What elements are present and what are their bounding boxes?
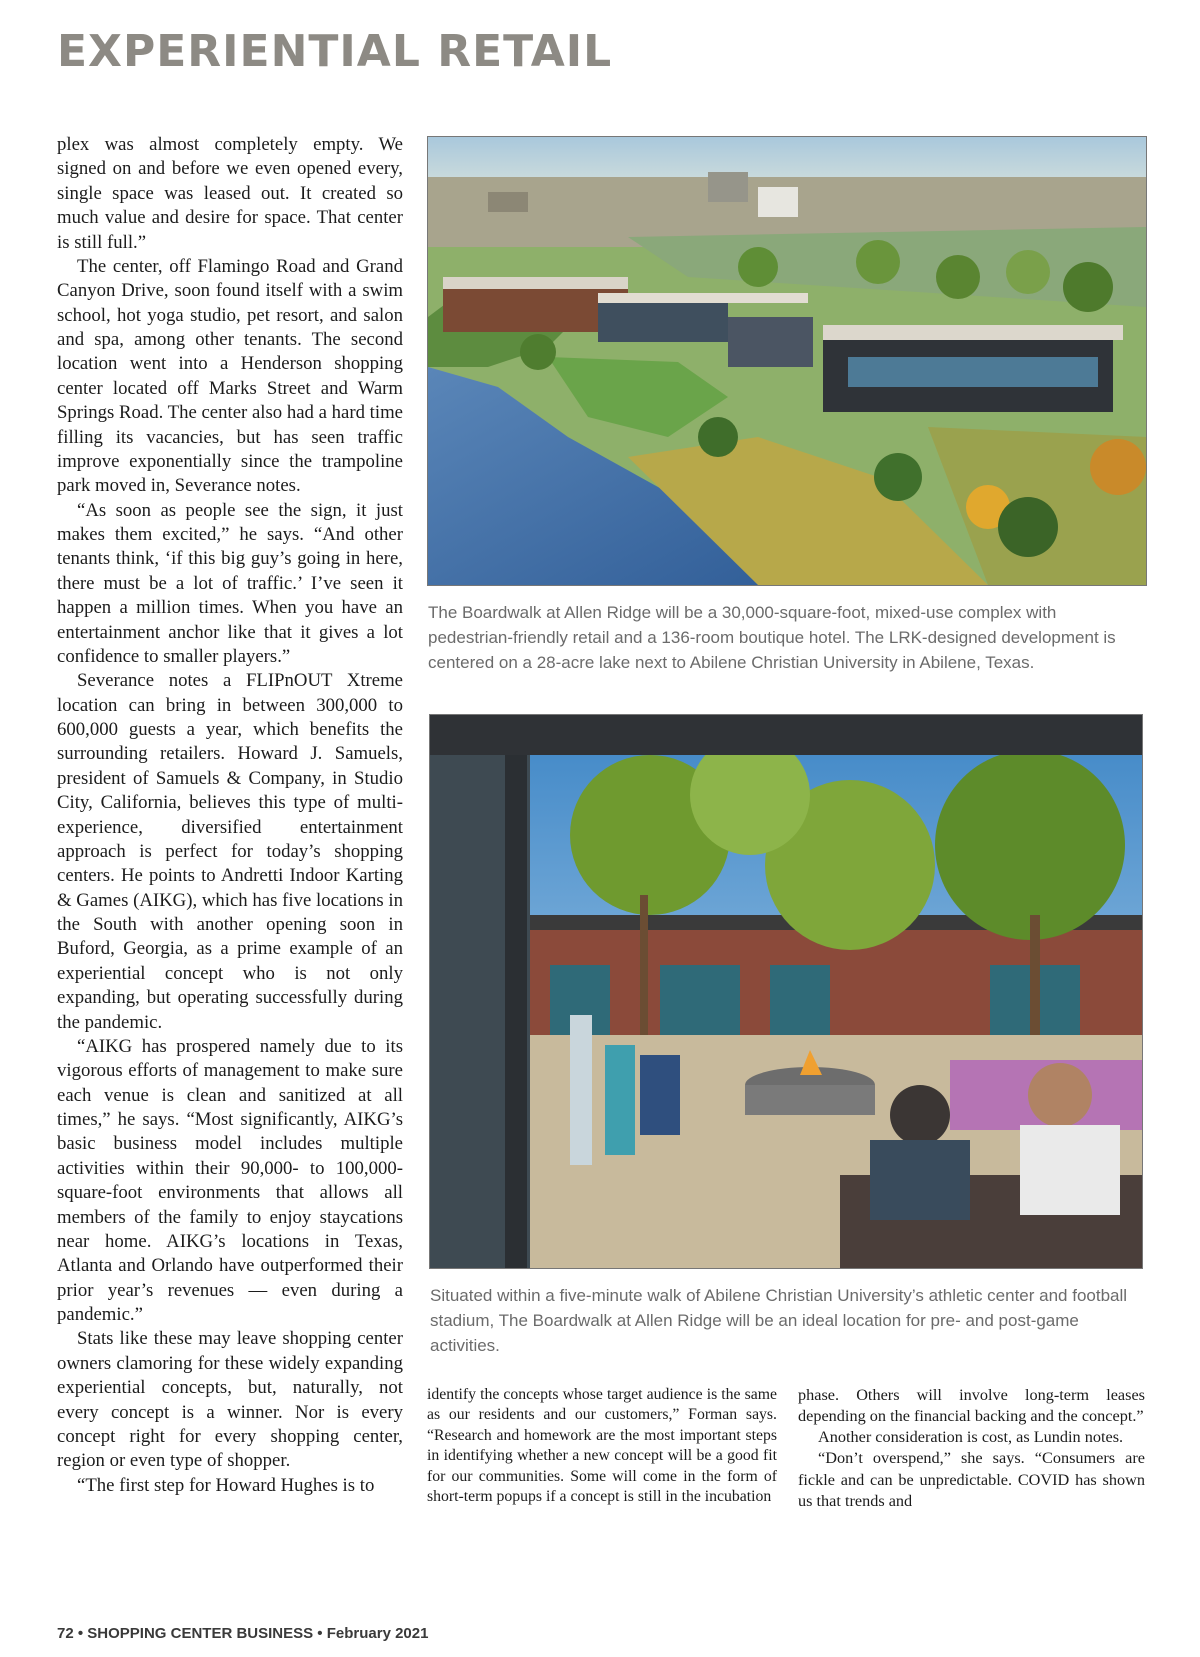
paragraph: Stats like these may leave shopping center owners clamoring for these widely expanding experiential concepts, but, naturally, not every concept is a winner. Nor is every concept right for every shopping center, region or even type of shopper. — [57, 1328, 403, 1472]
paragraph: identify the concepts whose target audience is the same as our residents and our customers,” Forman says. “Research and homework are the most important steps in identifying whether a new concept will be a good fit for our communities. Some will come in the form of short-term popups if a concept is still in the incubation — [427, 1386, 777, 1506]
article-column-right — [798, 1385, 1145, 1512]
paragraph: The center, off Flamingo Road and Grand Canyon Drive, soon found itself with a swim school, hot yoga studio, pet resort, and salon and spa, among other tenants. The second location went into a Henderson shopping center located off Marks Street and Warm Springs Road. The center also had a hard time filling its vacancies, but has seen traffic improve exponentially since the trampoline park moved in, Severance notes. — [57, 255, 403, 497]
section-title: EXPERIENTIAL RETAIL — [57, 26, 613, 77]
paragraph: “Don’t overspend,” she says. “Consumers are fickle and can be unpredictable. COVID has shown us that trends and — [798, 1449, 1145, 1510]
article-column-left — [57, 133, 403, 1498]
figure-caption: The Boardwalk at Allen Ridge will be a 30,000-square-foot, mixed-use complex with pedestrian-friendly retail and a 136-room boutique hotel. The LRK-designed development is centered on a 28-acre lake next to Abilene Christian University in Abilene, Texas. — [428, 603, 1116, 672]
paragraph: “AIKG has prospered namely due to its vigorous efforts of management to make sure each venue is clean and sanitized at all times,” he says. “Most significantly, AIKG’s basic business model includes multiple activities within their 90,000- to 100,000-square-foot environments that allows all members of the family to enjoy staycations near home. AIKG’s locations in Texas, Atlanta and Orlando have outperformed their prior year’s revenues — even during a pandemic.” — [57, 1035, 403, 1325]
courtyard-rendering-illustration — [430, 715, 1142, 1268]
page-footer: 72 • SHOPPING CENTER BUSINESS • February 2021 — [57, 1625, 429, 1642]
paragraph: “The first step for Howard Hughes is to — [77, 1474, 375, 1496]
courtyard-rendering-image — [429, 714, 1143, 1269]
paragraph: Severance notes a FLIPnOUT Xtreme location can bring in between 300,000 to 600,000 guests a year, which benefits the surrounding retailers. Howard J. Samuels, president of Samuels & Company, in Studio City, California, believes this type of multi-experience, diversified entertainment approach is perfect for today’s shopping centers. He points to Andretti Indoor Karting & Games (AIKG), which has five locations in the South with another opening soon in Buford, Georgia, as a prime example of an experiential concept who is not only expanding, but operating successfully during the pandemic. — [57, 670, 403, 1033]
article-column-middle — [427, 1385, 777, 1508]
figure-caption: Situated within a five-minute walk of Abilene Christian University’s athletic center and football stadium, The Boardwalk at Allen Ridge will be an ideal location for pre- and post-game activities. — [430, 1286, 1128, 1355]
aerial-rendering-image — [427, 136, 1147, 586]
paragraph: phase. Others will involve long-term leases depending on the financial backing and the concept.” — [798, 1386, 1145, 1426]
paragraph: “As soon as people see the sign, it just makes them excited,” he says. “And other tenants think, ‘if this big guy’s going in here, there must be a lot of traffic.’ I’ve seen it happen a million times. When you have an entertainment anchor like that it gives a lot confidence to smaller players.” — [57, 499, 403, 667]
aerial-rendering-illustration — [428, 137, 1146, 585]
paragraph: plex was almost completely empty. We signed on and before we even opened every, single space was leased out. It created so much value and desire for space. That center is still full.” — [57, 134, 403, 253]
paragraph: Another consideration is cost, as Lundin notes. — [818, 1428, 1124, 1447]
